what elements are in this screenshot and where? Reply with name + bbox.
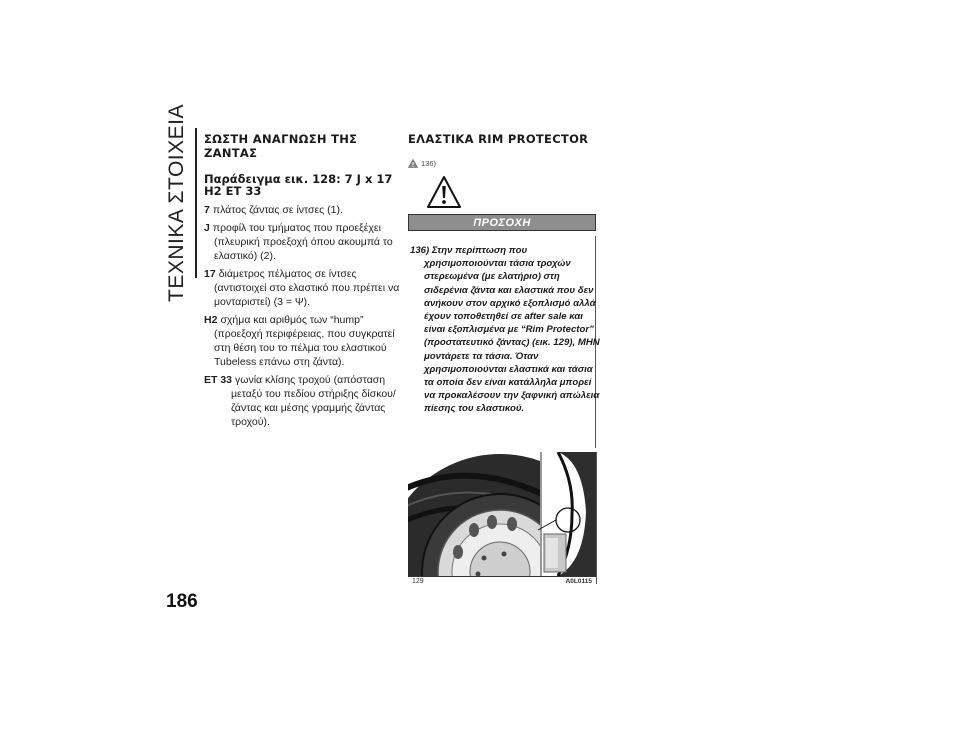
warning-triangle-icon [427,176,461,208]
warning-triangle-icon [408,159,418,168]
warning-label-bar: ΠΡΟΣΟΧΗ [408,214,596,231]
definition-text: προφίλ του τμήματος που προεξέχει (πλευρική προεξοχή όπου ακουμπά το ελαστικό) (2). [212,222,393,262]
tire-illustration [408,452,596,576]
tire-cross-section [542,452,596,576]
figure-code: A0L0115 [565,578,592,585]
figure-caption-rule [408,576,596,577]
definition-item [204,221,400,263]
warning-reference-number: 136) [421,159,437,168]
definition-key: 17 [204,268,216,280]
definition-key: ET 33 [204,374,233,386]
page-number: 186 [166,591,198,612]
definition-item [204,313,400,369]
definition-text: γωνία κλίσης τροχού (απόσταση μεταξύ του πεδίου στήριξης δίσκου/ζάντας και μέσης γραμμής ζάντας τροχού). [231,374,396,428]
definition-text: διάμετρος πέλματος σε ίντσες (αντιστοιχεί στο ελαστικό που πρέπει να μονταριστεί) (3 = Ψ). [214,268,400,308]
definition-text: πλάτος ζάντας σε ίντσες (1). [212,204,343,216]
figure-rim-protector [408,452,597,584]
definition-key: 7 [204,204,210,216]
definition-item [204,373,400,429]
right-column [408,132,600,585]
warning-text: 136) Στην περίπτωση που χρησιμοποιούνται τάσια τροχών στερεωμένα (με ελατήριο) στη σιδερένια ζάντα και ελαστικά που δεν ανήκουν στον αρχικό εξοπλισμό αλλά έχουν τοποθετηθεί σε after sale και είναι εξοπλισμένα με “Rim Protector” (προστατευτικό ζάντας) (εικ. 129), ΜΗΝ μοντάρετε τα τάσια. Όταν χρησιμοποιούνται ελαστικά και τάσια τα οποία δεν είναι κατάλληλα μπορεί να προκαλέσουν την ξαφνική απώλεια πίεσης του ελαστικού. [410,245,600,415]
warning-reference [408,159,596,168]
definition-key: J [204,222,210,234]
definition-text: σχήμα και αριθμός των “hump” (προεξοχή περιφέρειας, που συγκρατεί στη θέση του το πέλμα του ελαστικού Tubeless επάνω στη ζάντα). [214,314,395,368]
definition-item [204,267,400,309]
side-chapter-title-text: ΤΕΧΝΙΚΑ ΣΤΟΙΧΕΙΑ [165,104,189,302]
side-rule [195,128,197,278]
definition-key: H2 [204,314,218,326]
section-title-rim-protector: ΕΛΑΣΤΙΚΑ RIM PROTECTOR [408,132,589,146]
section-title-rim-reading: ΣΩΣΤΗ ΑΝΑΓΝΩΣΗ ΤΗΣ ΖΑΝΤΑΣ [204,132,358,160]
figure-number: 129 [412,578,424,585]
left-column [204,132,400,433]
example-title: Παράδειγμα εικ. 128: 7 J x 17 H2 ET 33 [204,172,393,198]
side-chapter-title [160,104,194,302]
definition-item [204,203,400,217]
